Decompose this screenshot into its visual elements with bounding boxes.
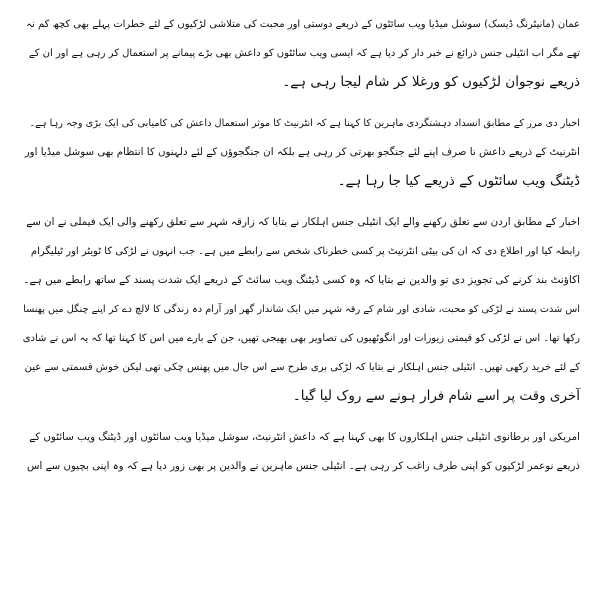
text-line: عمان (مانیٹرنگ ڈیسک) سوشل میڈیا ویب سائٹوں کے ذریعے دوستی اور محبت کی متلاشی لڑکیوں کے لئے خطرات پہلے بھی کچھ کم نہ: [26, 19, 580, 30]
text-line: ڈیٹنگ ویب سائٹوں کے ذریعے کیا جا رہا ہے۔: [337, 173, 580, 189]
text-line: اخبار دی مرر کے مطابق انسداد دہشتگردی ماہرین کا کہنا ہے کہ انٹرنیٹ کا موثر استعمال داعش کی کامیابی کی ایک بڑی وجہ رہا ہے۔: [29, 118, 580, 129]
text-line: آخری وقت پر اسے شام فرار ہونے سے روک لیا گیا۔: [292, 388, 580, 404]
text-line: کے لئے خرید رکھی تھیں۔ انٹیلی جنس اہلکار نے بتایا کہ لڑکی بری طرح سے اس جال میں پھنس چکی تھی لیکن خوش قسمتی سے عین: [24, 362, 580, 373]
paragraph-us-uk-officials: [20, 423, 580, 481]
text-line: ذریعے نوجوان لڑکیوں کو ورغلا کر شام لیجا رہی ہے۔: [282, 74, 580, 90]
paragraph-intro: [20, 10, 580, 97]
paragraph-jordan-case: [20, 208, 580, 411]
text-line: ذریعے نوعمر لڑکیوں کو اپنی طرف راغب کر رہی ہے۔ انٹیلی جنس ماہرین نے والدین پر بھی زور دیا ہے کہ وہ اپنی بچیوں سے اس: [26, 460, 580, 472]
text-line: اکاؤنٹ بند کرنے کی تجویز دی تو والدین نے بتایا کہ وہ کسی ڈیٹنگ ویب سائٹ کے ذریعے ایک شدت پسند کے ساتھ رابطے میں ہے۔: [23, 274, 580, 286]
text-line: تھے مگر اب انٹیلی جنس ذرائع نے خبر دار کر دیا ہے کہ ایسی ویب سائٹوں کو داعش بھی بڑے پیمانے پر استعمال کر رہی ہے اور ان کے: [28, 48, 580, 59]
text-line: رکھا تھا۔ اس نے لڑکی کو قیمتی زیورات اور انگوٹھیوں کی تصاویر بھی بھیجی تھیں، جن کے بارے میں اس کا کہنا تھا کہ یہ اس نے شادی: [22, 333, 580, 344]
text-line: انٹرنیٹ کے ذریعے داعش نا صرف اپنے لئے جنگجو بھرتی کر رہی ہے بلکہ ان جنگجوؤں کے لئے دلہنوں کا انتظام بھی سوشل میڈیا اور: [24, 146, 580, 158]
text-line: اخبار کے مطابق اردن سے تعلق رکھنے والے ایک انٹیلی جنس اہلکار نے بتایا کہ زارقہ شہر سے تعلق رکھنے والی ایک فیملی نے ان سے: [26, 216, 580, 228]
text-line: اس شدت پسند نے لڑکی کو محبت، شادی اور شام کے رقہ شہر میں ایک شاندار گھر اور آرام دہ زندگی کا لالچ دے کر اپنے چنگل میں پھنسا: [23, 304, 580, 315]
paragraph-mirror-report: [20, 109, 580, 196]
text-line: رابطہ کیا اور اطلاع دی کہ ان کی بیٹی انٹرنیٹ پر کسی خطرناک شخص سے رابطے میں ہے۔ جب انہوں نے لڑکی کا ٹویٹر اور ٹیلیگرام: [30, 246, 580, 257]
text-line: امریکی اور برطانوی انٹیلی جنس اہلکاروں کا بھی کہنا ہے کہ داعش انٹرنیٹ، سوشل میڈیا ویب سائٹوں اور ڈیٹنگ ویب سائٹوں کے: [29, 431, 580, 443]
